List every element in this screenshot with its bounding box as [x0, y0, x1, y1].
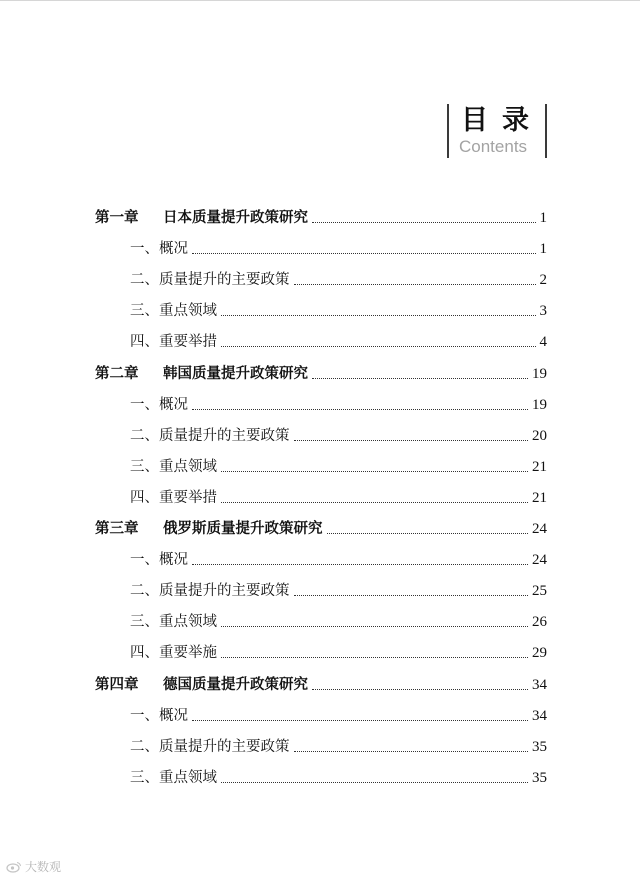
page-number: 21: [532, 489, 547, 506]
section-title: 四、重要举措: [130, 489, 217, 506]
toc-section-entry: [130, 484, 547, 508]
chapter-number: 第三章: [95, 521, 139, 537]
toc-chapter-entry: [95, 204, 547, 228]
header-left-bar: [447, 104, 449, 158]
toc-section-entry: [130, 422, 547, 446]
toc-section-entry: [130, 733, 547, 757]
section-title: 一、概况: [130, 396, 188, 413]
toc-section-entry: [130, 328, 547, 352]
page-number: 19: [532, 396, 547, 413]
dot-leader: [327, 533, 529, 534]
chapter-title: 韩国质量提升政策研究: [163, 365, 308, 382]
dot-leader: [312, 689, 528, 690]
section-title: 三、重点领域: [130, 769, 217, 786]
dot-leader: [221, 315, 536, 316]
chapter-number: 第四章: [95, 676, 139, 693]
weibo-eye-icon: [6, 861, 22, 873]
page-number: 1: [539, 210, 547, 226]
page-number: 2: [539, 272, 547, 289]
dot-leader: [192, 409, 528, 410]
page-subtitle: Contents: [459, 137, 528, 156]
toc-section-entry: [130, 639, 547, 663]
dot-leader: [294, 440, 529, 441]
toc-section-entry: [130, 608, 547, 632]
dot-leader: [221, 471, 528, 472]
section-title: 二、质量提升的主要政策: [130, 583, 290, 600]
chapter-number: 第一章: [95, 210, 139, 226]
section-title: 三、重点领域: [130, 303, 217, 320]
page-number: 34: [532, 707, 547, 724]
toc-section-entry: [130, 702, 547, 726]
chapter-title: 日本质量提升政策研究: [163, 210, 308, 226]
dot-leader: [312, 378, 528, 379]
header-right-bar: [545, 104, 547, 158]
page-number: 35: [532, 738, 547, 755]
page-number: 4: [539, 334, 547, 351]
toc-section-entry: [130, 546, 547, 570]
dot-leader: [294, 595, 529, 596]
dot-leader: [294, 284, 536, 285]
page-number: 21: [532, 458, 547, 475]
dot-leader: [294, 751, 529, 752]
dot-leader: [192, 253, 536, 254]
dot-leader: [312, 222, 536, 223]
section-title: 三、重点领域: [130, 614, 217, 631]
page-number: 29: [532, 645, 547, 662]
page-number: 25: [532, 583, 547, 600]
section-title: 四、重要举施: [130, 645, 217, 662]
toc-section-entry: [130, 453, 547, 477]
toc-header: [447, 104, 547, 158]
toc-chapter-entry: [95, 360, 547, 384]
watermark: [6, 858, 61, 875]
page-number: 24: [532, 521, 547, 537]
dot-leader: [221, 502, 528, 503]
page-number: 3: [539, 303, 547, 320]
section-title: 四、重要举措: [130, 334, 217, 351]
page-number: 26: [532, 614, 547, 631]
page-number: 20: [532, 427, 547, 444]
page-number: 24: [532, 552, 547, 569]
section-title: 一、概况: [130, 552, 188, 569]
section-title: 二、质量提升的主要政策: [130, 272, 290, 289]
toc-section-entry: [130, 297, 547, 321]
section-title: 二、质量提升的主要政策: [130, 427, 290, 444]
toc-chapter-entry: [95, 671, 547, 695]
chapter-title: 俄罗斯质量提升政策研究: [163, 521, 323, 537]
dot-leader: [221, 346, 536, 347]
dot-leader: [192, 720, 528, 721]
toc-section-entry: [130, 266, 547, 290]
watermark-text: 大数观: [25, 860, 62, 874]
toc-section-entry: [130, 391, 547, 415]
dot-leader: [192, 564, 528, 565]
toc-section-entry: [130, 235, 547, 259]
section-title: 三、重点领域: [130, 458, 217, 475]
chapter-title: 德国质量提升政策研究: [163, 676, 308, 693]
page-number: 35: [532, 769, 547, 786]
dot-leader: [221, 626, 528, 627]
chapter-number: 第二章: [95, 365, 139, 382]
section-title: 一、概况: [130, 707, 188, 724]
page-number: 19: [532, 365, 547, 382]
toc-section-entry: [130, 577, 547, 601]
section-title: 一、概况: [130, 241, 188, 258]
page-title: 目录: [461, 105, 543, 136]
section-title: 二、质量提升的主要政策: [130, 738, 290, 755]
page-number: 1: [539, 241, 547, 258]
dot-leader: [221, 782, 528, 783]
toc-chapter-entry: [95, 515, 547, 539]
page-number: 34: [532, 676, 547, 693]
dot-leader: [221, 657, 528, 658]
toc-section-entry: [130, 764, 547, 788]
top-border: [0, 0, 640, 1]
